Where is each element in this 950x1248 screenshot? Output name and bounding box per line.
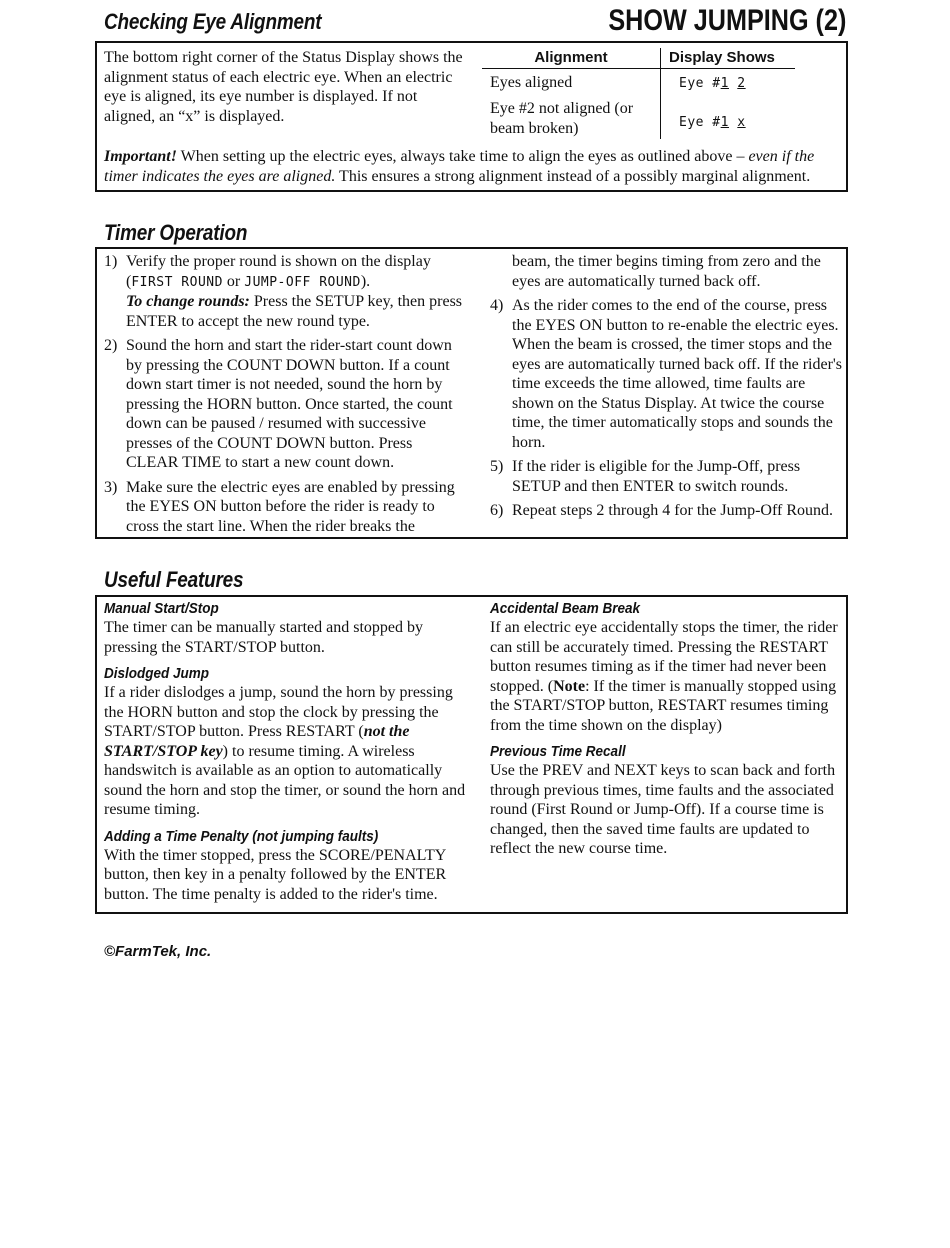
important-text-2: This ensures a strong alignment instead of a possibly marginal alignment. [335,167,811,185]
section-title-timer-operation: Timer Operation [104,220,248,245]
features-column-left [104,599,469,911]
feature-title: Accidental Beam Break [490,600,641,617]
useful-features-box [95,595,848,914]
feature-text-part: If a rider dislodges a jump, sound the horn by pressing the HORN button and stop the clock by pressing the START/STOP button. Press RESTART ( [104,684,453,740]
table-row [482,97,795,139]
important-italic: even if the timer indicates the eyes are aligned. [104,148,815,185]
alignment-cell: Eye #2 not aligned (or beam broken) [482,97,661,139]
feature-previous-time-recall [490,742,845,859]
section-title-useful-features: Useful Features [104,567,244,592]
step-4 [490,296,845,452]
feature-text: Use the PREV and NEXT keys to scan back and forth through previous times, time faults and the associated round (First Round or Jump-Off). If a course time is changed, then the saved time faults are updated to reflect the new course time. [490,762,836,857]
steps-column-left [104,252,464,541]
eye-digit-1: 1 [720,114,729,130]
feature-text: With the timer stopped, press the SCORE/PENALTY button, then key in a penalty followed by the ENTER button. The time penalty is added to the rider's time. [104,846,447,903]
step-3-continued [490,252,845,291]
display-cell [661,97,746,139]
step-6 [490,501,845,521]
feature-text: The timer can be manually started and stopped by pressing the START/STOP button. [104,619,424,656]
step-number: 2) [104,337,118,354]
feature-text [490,618,845,735]
feature-title: Previous Time Recall [490,743,626,760]
step-text: beam, the timer begins timing from zero and the eyes are automatically turned back off. [512,253,821,290]
step-text: Repeat steps 2 through 4 for the Jump-Off Round. [512,502,833,519]
eye-label: Eye # [679,75,721,91]
feature-text-part: If an electric eye accidentally stops the timer, the rider can still be accurately timed. Pressing the RESTART button resumes timing as if the timer had never been stopped. ( [490,619,838,695]
step-text: Verify the proper round is shown on the display ( [126,253,431,290]
alignment-cell: Eyes aligned [482,69,661,97]
step-number: 4) [490,297,504,314]
eye-digit-2: 2 [737,75,746,91]
feature-title: Adding a Time Penalty (not jumping faults) [104,827,379,845]
eye-label: Eye # [679,114,721,130]
step-number: 3) [104,478,118,496]
step-text: or [222,272,245,290]
step-text: Sound the horn and start the rider-start count down by pressing the COUNT DOWN button. If a count down start timer is not needed, sound the horn by pressing the HORN button. Once started, the count down can be paused / resumed with successive presses of the COUNT DOWN button. Press CLEAR TIME to start a new count down. [126,337,453,471]
feature-text-part: : If the timer is manually stopped using the START/STOP button, RESTART resumes timing from the time shown on the display) [490,677,837,734]
step-text: If the rider is eligible for the Jump-Off, press SETUP and then ENTER to switch rounds. [512,458,801,495]
col-display-shows: Display Shows [669,49,775,66]
features-column-right [490,599,845,866]
step-text: ). [360,272,371,290]
step-text: As the rider comes to the end of the course, press the EYES ON button to re-enable the electric eyes. When the beam is crossed, the timer stops and the eyes are automatically turned back off. If the rider's time exceeds the time allowed, time faults are shown on the Status Display. At twice the course time, the timer automatically stops and sounds the horn. [512,297,842,451]
page-title: SHOW JUMPING (2) [607,4,846,37]
feature-accidental-beam-break [490,599,845,735]
step-3 [104,478,464,537]
eye-alignment-box [95,41,848,192]
step-text: Make sure the electric eyes are enabled by pressing the EYES ON button before the rider is ready to cross the start line. When the rider breaks the [126,478,455,535]
table-row [482,69,795,97]
steps-column-right [490,252,845,526]
alignment-table [482,48,795,139]
alignment-table-header [482,48,795,69]
alignment-intro: The bottom right corner of the Status Display shows the alignment status of each electric eye. When an electric eye is aligned, its eye number is displayed. If not aligned, an “x” is displayed. [104,49,463,125]
eye-digit-2: x [737,114,746,130]
change-rounds-label: To change rounds: [126,293,250,310]
display-cell [661,69,746,97]
note-label: Note [553,677,586,695]
feature-text [104,683,469,820]
important-text-1: When setting up the electric eyes, always take time to align the eyes as outlined above – [176,148,749,165]
step-number: 1) [104,253,118,270]
feature-title: Dislodged Jump [104,665,210,682]
step-number: 5) [490,458,504,475]
col-alignment: Alignment [482,48,661,68]
step-1 [104,252,464,331]
important-note [104,147,842,186]
step-number: 6) [490,502,504,519]
feature-manual-start-stop [104,599,469,657]
important-label: Important! [104,148,177,165]
copyright: ©FarmTek, Inc. [104,943,212,960]
step-text: Press the SETUP key, then press ENTER to accept the new round type. [126,293,463,330]
feature-time-penalty [104,827,469,905]
step-5 [490,457,845,496]
section-title-eye-alignment: Checking Eye Alignment [104,9,322,34]
eye-digit-1: 1 [720,75,729,91]
feature-dislodged-jump [104,664,469,820]
feature-text-part: ) to resume timing. A wireless handswitch is available as an option to automatically sound the horn and stop the timer, or sound the horn and resume timing. [104,742,466,818]
display-text-jump-off-round: JUMP-OFF ROUND [244,274,361,290]
feature-title: Manual Start/Stop [104,600,219,617]
timer-operation-box [95,247,848,539]
not-start-stop-key: not the START/STOP key [104,723,410,760]
step-2 [104,336,464,473]
display-text-first-round: FIRST ROUND [131,274,223,290]
